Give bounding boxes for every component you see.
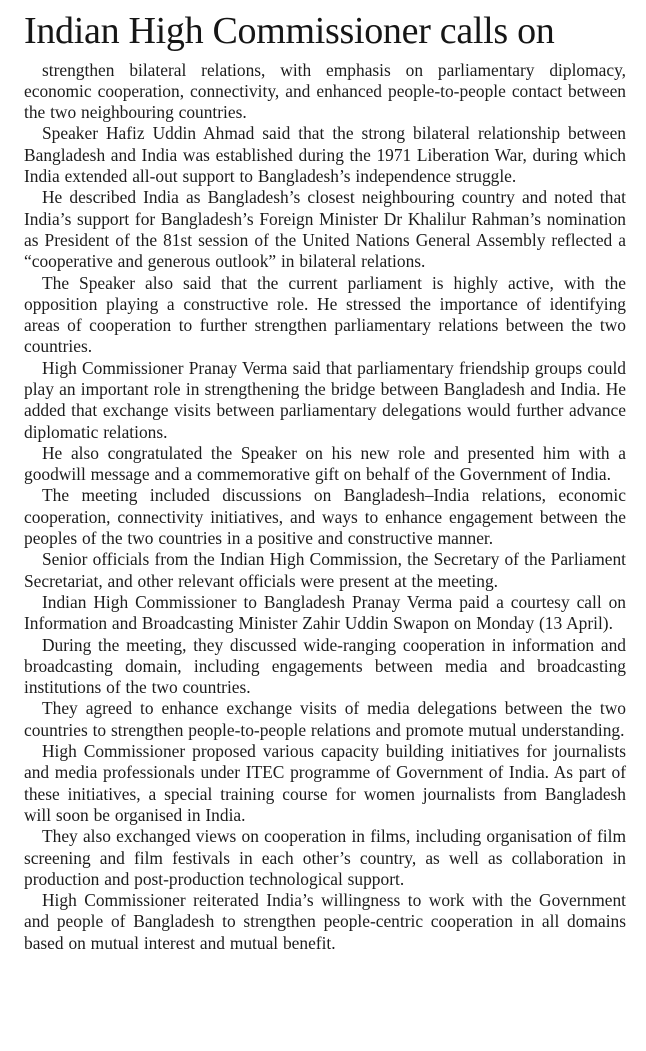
article-paragraph-5: High Commissioner Pranay Verma said that parliamentary friendship groups could play an important role in strengthening the bridge between Bangladesh and India. He added that exchange visits between parliamentary delegations would further advance diplomatic relations. (24, 357, 626, 442)
article-paragraph-8: Senior officials from the Indian High Commission, the Secretary of the Parliament Secretariat, and other relevant officials were present at the meeting. (24, 549, 626, 591)
article-paragraph-1: strengthen bilateral relations, with emphasis on parliamentary diplomacy, economic cooperation, connectivity, and enhanced people-to-people contact between the two neighbouring countries. (24, 59, 626, 123)
article-paragraph-6: He also congratulated the Speaker on his new role and presented him with a goodwill message and a commemorative gift on behalf of the Government of India. (24, 442, 626, 485)
article-paragraph-3: He described India as Bangladesh’s closest neighbouring country and noted that India’s support for Bangladesh’s Foreign Minister Dr Khalilur Rahman’s nomination as President of the 81st session of the United Nations General Assembly reflected a “cooperative and generous outlook” in bilateral relations. (24, 187, 626, 272)
article-body (24, 60, 626, 954)
article-paragraph-4: The Speaker also said that the current parliament is highly active, with the opposition playing a constructive role. He stressed the importance of identifying areas of cooperation to further strengthen parliamentary relations between the two countries. (24, 272, 626, 357)
article-paragraph-2: Speaker Hafiz Uddin Ahmad said that the strong bilateral relationship between Bangladesh and India was established during the 1971 Liberation War, during which India extended all-out support to Bangladesh’s independence struggle. (24, 123, 626, 187)
article-paragraph-13: They also exchanged views on cooperation in films, including organisation of film screening and film festivals in each other’s country, as well as collaboration in production and post-production technological support. (24, 826, 626, 889)
article-headline: Indian High Commissioner calls on (24, 10, 555, 52)
article-paragraph-9: Indian High Commissioner to Bangladesh Pranay Verma paid a courtesy call on Information and Broadcasting Minister Zahir Uddin Swapon on Monday (13 April). (24, 591, 626, 634)
article-paragraph-11: They agreed to enhance exchange visits of media delegations between the two countries to strengthen people-to-people relations and promote mutual understanding. (24, 698, 626, 740)
article-paragraph-14: High Commissioner reiterated India’s willingness to work with the Government and people of Bangladesh to strengthen people-centric cooperation in all domains based on mutual interest and mutual benefit. (24, 890, 626, 953)
article-paragraph-7: The meeting included discussions on Bangladesh–India relations, economic cooperation, connectivity initiatives, and ways to enhance engagement between the peoples of the two countries in a positive and constructive manner. (24, 485, 626, 549)
article-paragraph-10: During the meeting, they discussed wide-ranging cooperation in information and broadcasting domain, including engagements between media and broadcasting institutions of the two countries. (24, 634, 626, 698)
article-paragraph-12: High Commissioner proposed various capacity building initiatives for journalists and media professionals under ITEC programme of Government of India. As part of these initiatives, a special training course for women journalists from Bangladesh will soon be organised in India. (24, 741, 626, 825)
